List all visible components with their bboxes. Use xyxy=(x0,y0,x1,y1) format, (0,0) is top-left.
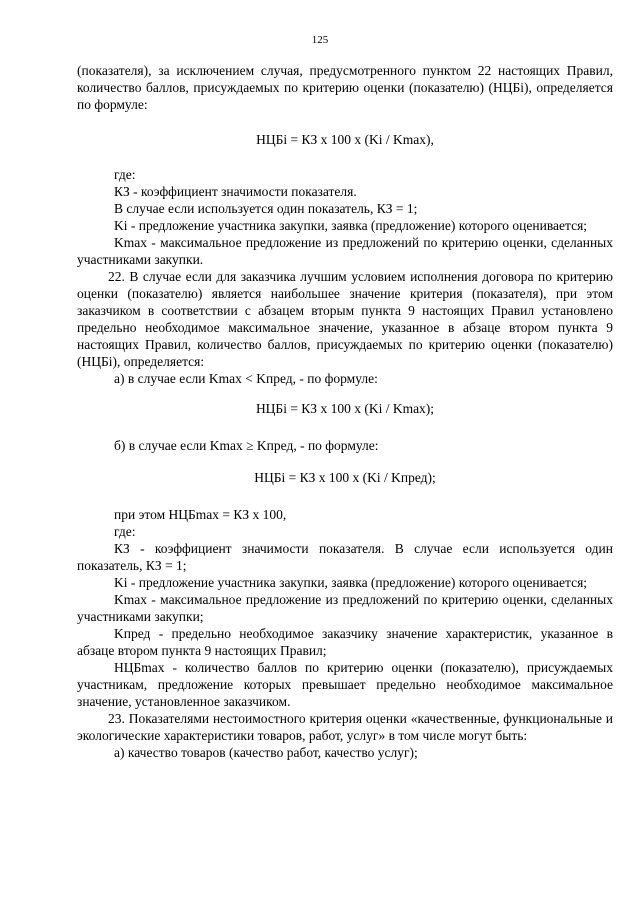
page-number: 125 xyxy=(311,34,329,46)
definition-kmax: Kmax - максимальное предложение из предложений по критерию оценки, сделанных участниками закупки; xyxy=(77,592,613,624)
definition-ncbmax: НЦБmax - количество баллов по критерию оценки (показателю), присуждаемых участникам, предложение которых превышает предельно необходимое максимальное значение, установленное заказчиком. xyxy=(77,660,613,709)
definition-kz: КЗ - коэффициент значимости показателя. В случае если используется один показатель, КЗ = 1; xyxy=(77,541,613,573)
definition-kz-note: В случае если используется один показатель, КЗ = 1; xyxy=(114,201,418,216)
paragraph-22: 22. В случае если для заказчика лучшим условием исполнения договора по критерию оценки (показателю) является наибольшее значение критерия (показателя), при этом заказчиком в соответствии с абзацем вторым пункта 9 настоящих Правил установлено предельно необходимое максимальное значение, указанное в абзаце втором пункта 9 настоящих Правил, количество баллов, присуждаемых по критерию оценки (показателю) (НЦБi), определяется: xyxy=(77,269,613,369)
formula-note: при этом НЦБmax = КЗ x 100, xyxy=(114,507,287,522)
definition-ki: Ki - предложение участника закупки, заявка (предложение) которого оценивается; xyxy=(114,218,588,233)
paragraph: (показателя), за исключением случая, предусмотренного пунктом 22 настоящих Правил, количество баллов, присуждаемых по критерию оценки (показателю) (НЦБi), определяется по формуле: xyxy=(77,63,613,112)
formula: НЦБi = КЗ x 100 x (Ki / Kпред); xyxy=(254,470,436,485)
definition-kz: КЗ - коэффициент значимости показателя. xyxy=(114,184,357,199)
document-body xyxy=(77,62,613,761)
definition-kpred: Kпред - предельно необходимое заказчику значение характеристик, указанное в абзаце втором пункта 9 настоящих Правил; xyxy=(77,626,613,658)
definition-ki: Ki - предложение участника закупки, заявка (предложение) которого оценивается; xyxy=(114,575,588,590)
subparagraph-b: б) в случае если Kmax ≥ Kпред, - по формуле: xyxy=(114,438,379,453)
definition-kmax: Kmax - максимальное предложение из предложений по критерию оценки, сделанных участниками закупки. xyxy=(77,235,613,267)
formula: НЦБi = КЗ x 100 x (Ki / Kmax), xyxy=(256,132,434,147)
formula: НЦБi = КЗ x 100 x (Ki / Kmax); xyxy=(255,401,435,416)
subparagraph-23a: а) качество товаров (качество работ, качество услуг); xyxy=(114,745,418,760)
paragraph-23: 23. Показателями нестоимостного критерия оценки «качественные, функциональные и экологические характеристики товаров, работ, услуг» в том числе могут быть: xyxy=(77,711,613,743)
subparagraph-a: а) в случае если Kmax < Kпред, - по формуле: xyxy=(114,371,378,386)
where-label: где: xyxy=(114,167,136,182)
where-label: где: xyxy=(114,524,136,539)
